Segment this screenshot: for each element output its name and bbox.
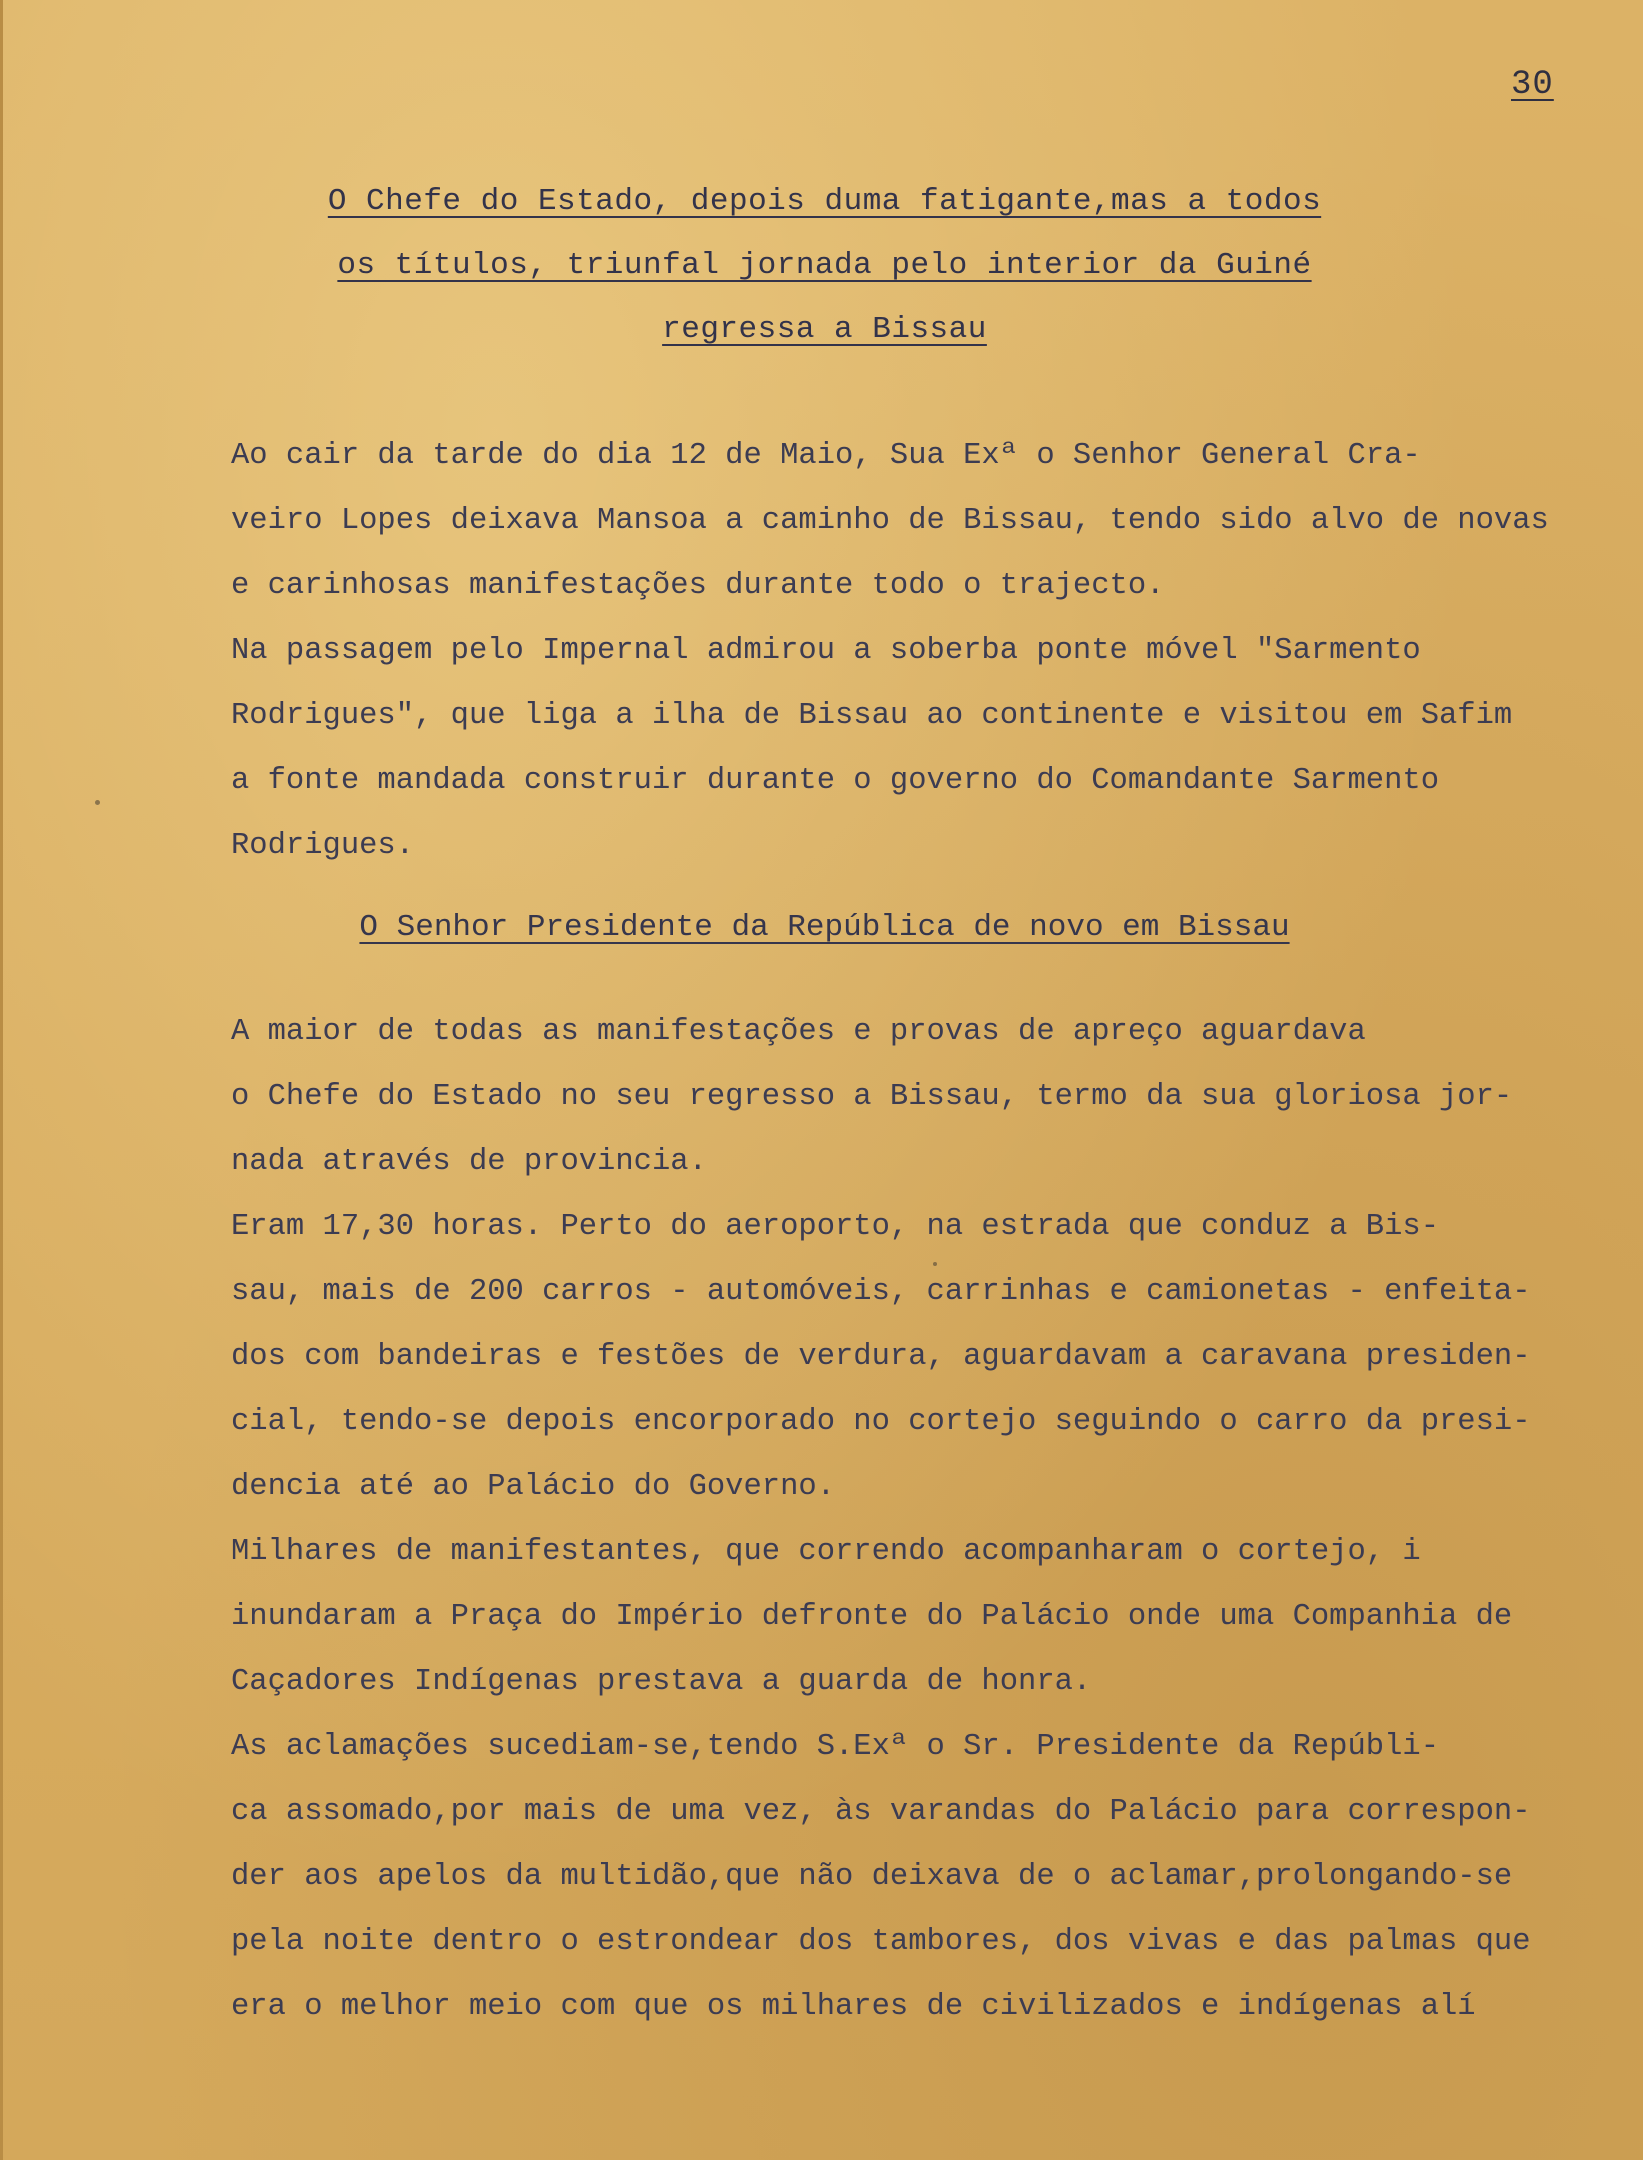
text-line: dos com bandeiras e festões de verdura, aguardavam a caravana presiden- <box>231 1340 1531 1374</box>
paper-speck <box>95 800 100 805</box>
text-line: a fonte mandada construir durante o governo do Comandante Sarmento <box>231 764 1439 798</box>
text-line: Rodrigues. <box>231 829 415 863</box>
section-2 <box>231 1000 1621 2040</box>
title-line-2: os títulos, triunfal jornada pelo interior da Guiné <box>337 248 1312 283</box>
text-line: e carinhosas manifestações durante todo o trajecto. <box>231 569 1165 603</box>
paper-speck <box>933 1262 937 1266</box>
text-line: Caçadores Indígenas prestava a guarda de honra. <box>231 1665 1092 1699</box>
document-title <box>3 170 1643 362</box>
text-line: cial, tendo-se depois encorporado no cortejo seguindo o carro da presi- <box>231 1405 1531 1439</box>
text-line: Eram 17,30 horas. Perto do aeroporto, na estrada que conduz a Bis- <box>231 1210 1439 1244</box>
title-line-3: regressa a Bissau <box>662 312 987 347</box>
text-line: pela noite dentro o estrondear dos tambores, dos vivas e das palmas que <box>231 1925 1531 1959</box>
paragraph <box>231 489 1621 879</box>
section-subheading: O Senhor Presidente da República de novo em Bissau <box>359 910 1290 945</box>
paragraph <box>231 1000 1621 2040</box>
page-number: 30 <box>1511 66 1554 104</box>
text-line: sau, mais de 200 carros - automóveis, carrinhas e camionetas - enfeita- <box>231 1275 1531 1309</box>
text-line: Ao cair da tarde do dia 12 de Maio, Sua Exª o Senhor General Cra- <box>231 439 1421 473</box>
section-1 <box>231 424 1621 489</box>
title-line-1: O Chefe do Estado, depois duma fatigante,mas a todos <box>327 184 1322 219</box>
text-line: ca assomado,por mais de uma vez, às varandas do Palácio para correspon- <box>231 1795 1531 1829</box>
text-line: A maior de todas as manifestações e provas de apreço aguardava <box>231 1015 1366 1049</box>
text-line: inundaram a Praça do Império defronte do Palácio onde uma Companhia de <box>231 1600 1513 1634</box>
text-line: der aos apelos da multidão,que não deixava de o aclamar,prolongando-se <box>231 1860 1513 1894</box>
section-1-cont <box>231 489 1621 879</box>
text-line: era o melhor meio com que os milhares de civilizados e indígenas alí <box>231 1990 1476 2024</box>
text-line: o Chefe do Estado no seu regresso a Bissau, termo da sua gloriosa jor- <box>231 1080 1513 1114</box>
text-line: dencia até ao Palácio do Governo. <box>231 1470 835 1504</box>
text-line: Rodrigues", que liga a ilha de Bissau ao continente e visitou em Safim <box>231 699 1513 733</box>
paragraph <box>231 424 1621 489</box>
text-line: nada através de provincia. <box>231 1145 707 1179</box>
text-line: Na passagem pelo Impernal admirou a soberba ponte móvel "Sarmento <box>231 634 1421 668</box>
text-line: Milhares de manifestantes, que correndo acompanharam o cortejo, i <box>231 1535 1421 1569</box>
text-line: veiro Lopes deixava Mansoa a caminho de Bissau, tendo sido alvo de novas <box>231 504 1549 538</box>
text-line: As aclamações sucediam-se,tendo S.Exª o Sr. Presidente da Repúbli- <box>231 1730 1439 1764</box>
